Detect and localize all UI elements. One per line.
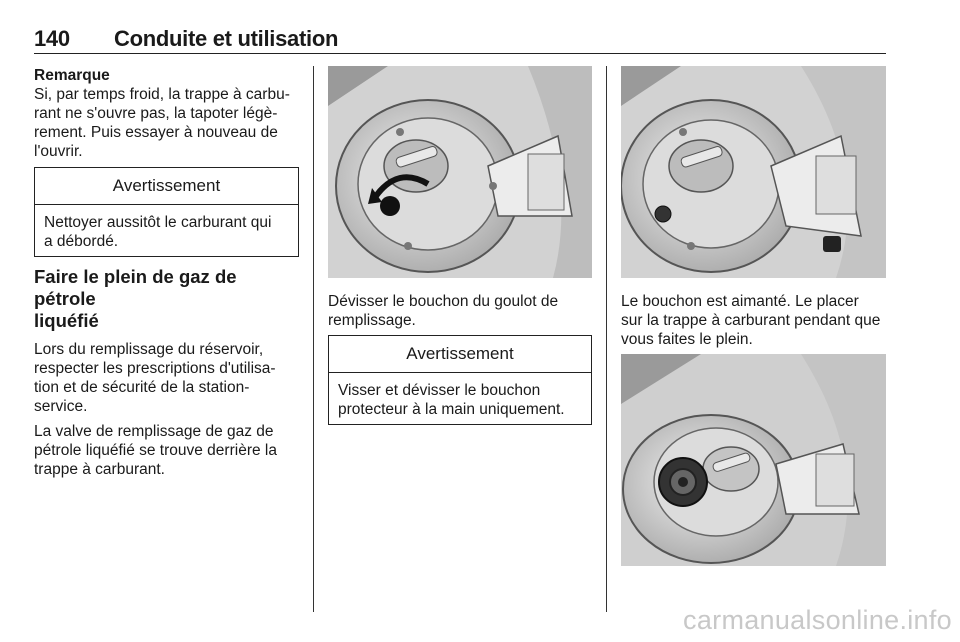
note-title: Remarque [34,67,110,84]
column-divider-2 [606,66,607,612]
figure-unscrew-cap [328,66,592,278]
paragraph-line: pétrole liquéfié se trouve derrière la [34,442,277,459]
warning-title: Avertissement [329,336,591,373]
illustration-magnetic-cap [621,66,886,278]
lpg-section [34,266,298,479]
warning-line: Nettoyer aussitôt le carburant qui [44,214,272,231]
note-line: Si, par temps froid, la trappe à carbu- [34,86,290,103]
caption-magnetic [621,292,886,349]
illustration-filling-valve [621,354,886,566]
caption-line: Dévisser le bouchon du goulot de [328,293,559,310]
page-title: Conduite et utilisation [114,26,339,51]
caption-line: Le bouchon est aimanté. Le placer [621,293,859,310]
warning-text [329,373,591,427]
paragraph-line: tion et de sécurité de la station- [34,379,250,396]
warning-line: a débordé. [44,233,119,250]
figure-magnetic-cap [621,66,886,278]
warning-line: protecteur à la main uniquement. [338,401,565,418]
figure-filling-valve [621,354,886,566]
note-line: rement. Puis essayer à nouveau de [34,124,278,141]
warning-box-cap [328,335,592,425]
illustration-unscrew-cap [328,66,592,278]
paragraph-line: Lors du remplissage du réservoir, [34,341,264,358]
caption-line: remplissage. [328,312,416,329]
section-title-line: Faire le plein de gaz de pétrole [34,266,237,309]
page-number: 140 [34,26,70,51]
caption-line: sur la trappe à carburant pendant que [621,312,881,329]
warning-text [35,205,298,259]
paragraph-line: respecter les prescriptions d'utilisa- [34,360,276,377]
caption-unscrew [328,292,592,330]
warning-box-fuel [34,167,299,257]
watermark: carmanualsonline.info [683,605,952,635]
paragraph-line: La valve de remplissage de gaz de [34,423,274,440]
section-title-line: liquéfié [34,310,99,331]
note-block [34,66,298,161]
note-line: l'ouvrir. [34,143,83,160]
note-line: rant ne s'ouvre pas, la tapoter légè- [34,105,278,122]
warning-line: Visser et dévisser le bouchon [338,382,541,399]
paragraph-line: trappe à carburant. [34,461,165,478]
header-divider [34,53,886,54]
paragraph-line: service. [34,398,88,415]
paragraph-2 [34,422,298,479]
caption-line: vous faites le plein. [621,331,753,348]
column-divider-1 [313,66,314,612]
paragraph-1 [34,340,298,416]
page-header [34,26,886,52]
warning-title: Avertissement [35,168,298,205]
section-title [34,266,298,332]
